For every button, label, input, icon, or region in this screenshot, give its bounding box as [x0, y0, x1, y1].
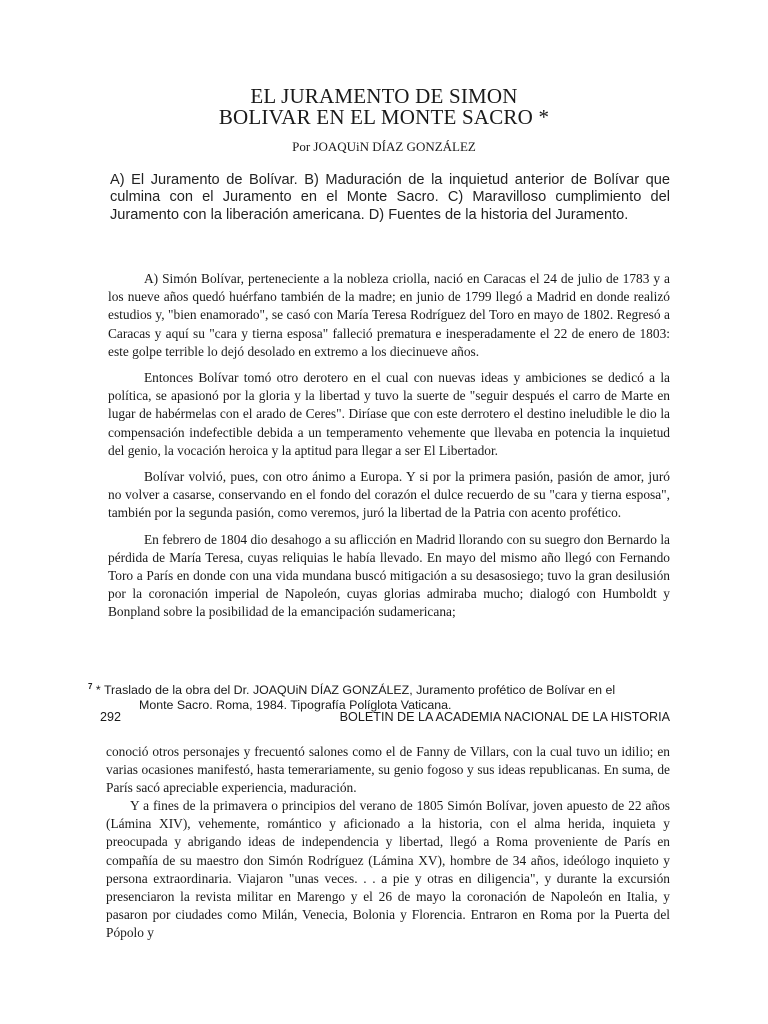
footnote-marker: 7	[88, 682, 93, 691]
title-line-2: BOLIVAR EN EL MONTE SACRO *	[218, 105, 550, 129]
article-summary: A) El Juramento de Bolívar. B) Maduración de la inquietud anterior de Bolívar que culmina con el Juramento en el Monte Sacro. C) Maravilloso cumplimiento del Juramento con la liberación americana. D) Fuentes de la historia del Juramento.	[110, 172, 670, 223]
footnote-line-2: Monte Sacro. Roma, 1984. Tipografía Políglota Vaticana.	[139, 698, 452, 713]
paragraph: A) Simón Bolívar, perteneciente a la nobleza criolla, nació en Caracas el 24 de julio de 1783 y a los nueve años quedó huérfano también de la madre; en junio de 1799 llegó a Madrid en donde realizó estudios y, "bien enamorado", se casó con María Teresa Rodríguez del Toro en mayo de 1802. Regresó a Caracas y aquí su "cara y tierna esposa" falleció prematura e inesperadamente el 22 de enero de 1803: este golpe terrible lo dejó desolado en extremo a los diecinueve años.	[108, 271, 670, 359]
next-page-text	[106, 743, 670, 942]
running-header	[100, 710, 670, 725]
paragraph: En febrero de 1804 dio desahogo a su aflicción en Madrid llorando con su suegro don Bernardo la pérdida de María Teresa, cuyas reliquias le había llevado. En mayo del mismo año llegó con Fernando Toro a París en donde con una vida mundana buscó mitigación a su desasosiego; tuvo la gran desilusión por la coronación imperial de Napoleón, cuyas glorias admiraba mucho; dialogó con Humboldt y Bonpland sobre la posibilidad de la emancipación sudamericana;	[108, 531, 670, 620]
journal-name: BOLETIN DE LA ACADEMIA NACIONAL DE LA HISTORIA	[339, 710, 670, 724]
title-line-1: EL JURAMENTO DE SIMON	[250, 84, 518, 108]
paragraph: Entonces Bolívar tomó otro derotero en el cual con nuevas ideas y ambiciones se dedicó a la política, se apasionó por la gloria y la libertad y tuvo la suerte de "seguir después el carro de Marte en lugar de habérmelas con el arado de Ceres". Diríase que con este derrotero el destino ineludible le dio la compensación indefectible debida a un temperamento vehemente que llevaba en potencia la inquietud del genio, la vocación heroica y la aptitud para llegar a ser El Libertador.	[108, 370, 670, 458]
page-number: 292	[100, 710, 122, 724]
article-title	[0, 86, 768, 128]
author-byline: Por JOAQUiN DÍAZ GONZÁLEZ	[292, 139, 476, 154]
footnote	[88, 679, 678, 713]
paragraph: Bolívar volvió, pues, con otro ánimo a Europa. Y si por la primera pasión, pasión de amor, juró no volver a casarse, conservando en el fondo del corazón el dulce recuerdo de su "cara y tierna esposa", también por la segunda pasión, como veremos, juró la libertad de la Patria con acento profético.	[108, 469, 670, 521]
footnote-line-1: * Traslado de la obra del Dr. JOAQUiN DÍAZ GONZÁLEZ, Juramento profético de Bolívar en el	[95, 683, 616, 698]
continuation-paragraph: conoció otros personajes y frecuentó salones como el de Fanny de Villars, con la cual tuvo un idilio; en varias ocasiones manifestó, hasta temerariamente, su genio fogoso y sus ideas republicanas. En suma, de París sacó apreciable experiencia, maduración.	[106, 744, 670, 796]
body-text	[108, 270, 670, 630]
paragraph: Y a fines de la primavera o principios del verano de 1805 Simón Bolívar, joven apuesto de 22 años (Lámina XIV), vehemente, romántico y aficionado a la historia, con el alma herida, inquieta y preocupada y abrigando ideas de independencia y libertad, llegó a Roma proveniente de París en compañía de su maestro don Simón Rodríguez (Lámina XV), hombre de 34 años, ideólogo inquieto y persona extraordinaria. Viajaron "unas veces. . . a pie y otras en diligencia", y durante la excursión presenciaron la revista militar en Marengo y el 26 de mayo la coronación de Napoleón en Italia, y pasaron por ciudades como Milán, Venecia, Bolonia y Florencia. Entraron en Roma por la Puerta del Pópolo y	[106, 798, 670, 940]
